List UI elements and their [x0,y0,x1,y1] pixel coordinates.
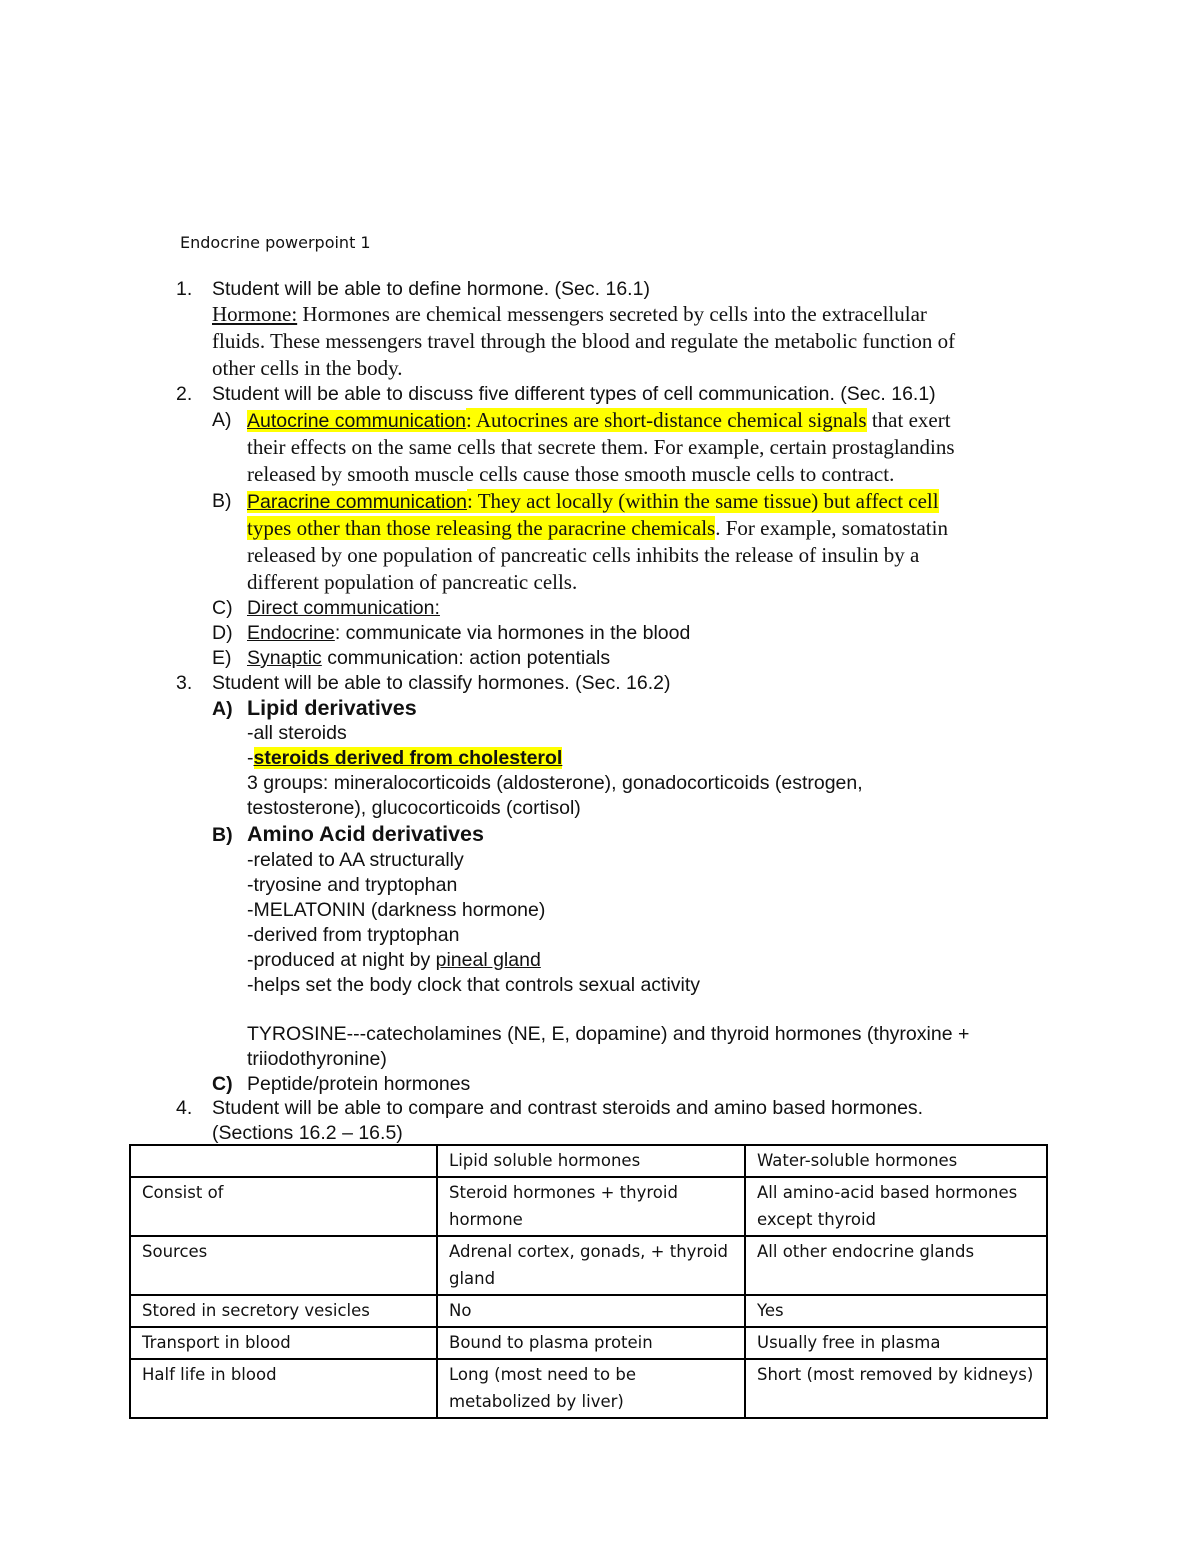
endocrine-label: Endocrine [247,622,335,644]
item-4-number: 4. [176,1097,193,1119]
paracrine-line-1 [247,488,939,515]
item-2c-letter: C) [212,597,233,619]
hormone-definition-line-2: fluids. These messengers travel through the blood and regulate the metabolic function of [212,329,956,353]
table-header-cell: Water-soluble hormones [745,1145,1047,1177]
item-2a-letter: A) [212,409,232,431]
item-3a-letter: A) [212,698,233,720]
item-2-text: Student will be able to discuss five different types of cell communication. (Sec. 16.1) [212,383,936,405]
paracrine-label: Paracrine communication [247,491,468,513]
pineal-gland: pineal gland [435,949,541,971]
table-cell: Bound to plasma protein [437,1327,745,1359]
item-1-number: 1. [176,278,193,300]
table-cell: Sources [130,1236,437,1295]
item-2-number: 2. [176,383,193,405]
table-cell: Steroid hormones + thyroid hormone [437,1177,745,1236]
paracrine-colon: : [467,489,478,513]
table-cell: Long (most need to be metabolized by liver) [437,1359,745,1418]
table-cell: Short (most removed by kidneys) [745,1359,1047,1418]
document-title: Endocrine powerpoint 1 [180,233,371,252]
item-3b-letter: B) [212,824,233,846]
item-2d-letter: D) [212,622,233,644]
paracrine-line-4: different population of pancreatic cells. [247,570,578,594]
amino-line-2: -tryosine and tryptophan [247,874,458,896]
amino-line-6: -helps set the body clock that controls sexual activity [247,974,701,996]
table-cell: Yes [745,1295,1047,1327]
lipid-line-4: testosterone), glucocorticoids (cortisol) [247,797,581,819]
autocrine-label: Autocrine communication [247,410,466,432]
table-cell: All other endocrine glands [745,1236,1047,1295]
synaptic-communication [247,645,610,671]
hormone-label: Hormone: [212,302,298,326]
endocrine-communication [247,620,690,646]
amino-line-3: -MELATONIN (darkness hormone) [247,899,546,921]
table-cell: All amino-acid based hormones except thyroid [745,1177,1047,1236]
item-1-text: Student will be able to define hormone. (Sec. 16.1) [212,278,650,300]
hormone-definition-text: Hormones are chemical messengers secreted by cells into the extracellular [297,302,927,326]
item-3-text: Student will be able to classify hormones. (Sec. 16.2) [212,672,671,694]
table-cell: Stored in secretory vesicles [130,1295,437,1327]
table-row [130,1177,1047,1236]
item-4-text-2: (Sections 16.2 – 16.5) [212,1122,403,1144]
table-header-cell: Lipid soluble hormones [437,1145,745,1177]
hormone-definition-line-3: other cells in the body. [212,356,403,380]
lipid-line-2-dash: - [247,747,254,769]
autocrine-colon: : [465,408,476,432]
hormone-comparison-table [129,1144,1048,1419]
lipid-line-3: 3 groups: mineralocorticoids (aldosterone), gonadocorticoids (estrogen, [247,772,863,794]
hormone-definition-line-1 [212,301,927,327]
table-row [130,1327,1047,1359]
amino-line-4: -derived from tryptophan [247,924,460,946]
amino-line-5-text: -produced at night by [247,949,436,971]
table-header-cell [130,1145,437,1177]
autocrine-line-3: released by smooth muscle cells cause those smooth muscle cells to contract. [247,462,895,486]
lipid-derivatives-heading: Lipid derivatives [247,696,417,720]
paracrine-line-2 [247,515,948,541]
table-row [130,1295,1047,1327]
endocrine-text: : communicate via hormones in the blood [334,622,691,644]
item-2b-letter: B) [212,490,232,512]
paracrine-highlight-1: They act locally (within the same tissue) but affect cell [477,489,939,513]
tyrosine-line-1: TYROSINE---catecholamines (NE, E, dopamine) and thyroid hormones (thyroxine + [247,1023,970,1045]
direct-communication-label: Direct communication: [247,597,440,619]
cholesterol-highlight: steroids derived from cholesterol [253,747,563,769]
item-3c-letter: C) [212,1073,233,1095]
table-cell: Half life in blood [130,1359,437,1418]
autocrine-line-2: their effects on the same cells that secrete them. For example, certain prostaglandins [247,435,955,459]
item-3-number: 3. [176,672,193,694]
lipid-line-1: -all steroids [247,722,347,744]
table-cell: No [437,1295,745,1327]
tyrosine-line-2: triiodothyronine) [247,1048,387,1070]
amino-acid-derivatives-heading: Amino Acid derivatives [247,822,484,846]
peptide-hormones: Peptide/protein hormones [247,1073,471,1095]
paracrine-highlight-2: types other than those releasing the paracrine chemicals [247,516,716,540]
synaptic-label: Synaptic [247,647,322,669]
table-cell: Consist of [130,1177,437,1236]
synaptic-text: communication: action potentials [321,647,611,669]
item-4-text: Student will be able to compare and contrast steroids and amino based hormones. [212,1097,924,1119]
direct-communication [247,595,440,621]
table-cell: Usually free in plasma [745,1327,1047,1359]
table-row [130,1359,1047,1418]
table-cell: Transport in blood [130,1327,437,1359]
amino-line-1: -related to AA structurally [247,849,464,871]
autocrine-rest: that exert [866,408,951,432]
item-2e-letter: E) [212,647,232,669]
table-row [130,1236,1047,1295]
amino-line-5 [247,947,541,973]
table-cell: Adrenal cortex, gonads, + thyroid gland [437,1236,745,1295]
paracrine-rest: . For example, somatostatin [715,516,948,540]
autocrine-highlight: Autocrines are short-distance chemical signals [475,408,867,432]
paracrine-line-3: released by one population of pancreatic cells inhibits the release of insulin by a [247,543,920,567]
lipid-line-2 [247,745,562,771]
table-header-row [130,1145,1047,1177]
autocrine-line-1 [247,407,951,434]
